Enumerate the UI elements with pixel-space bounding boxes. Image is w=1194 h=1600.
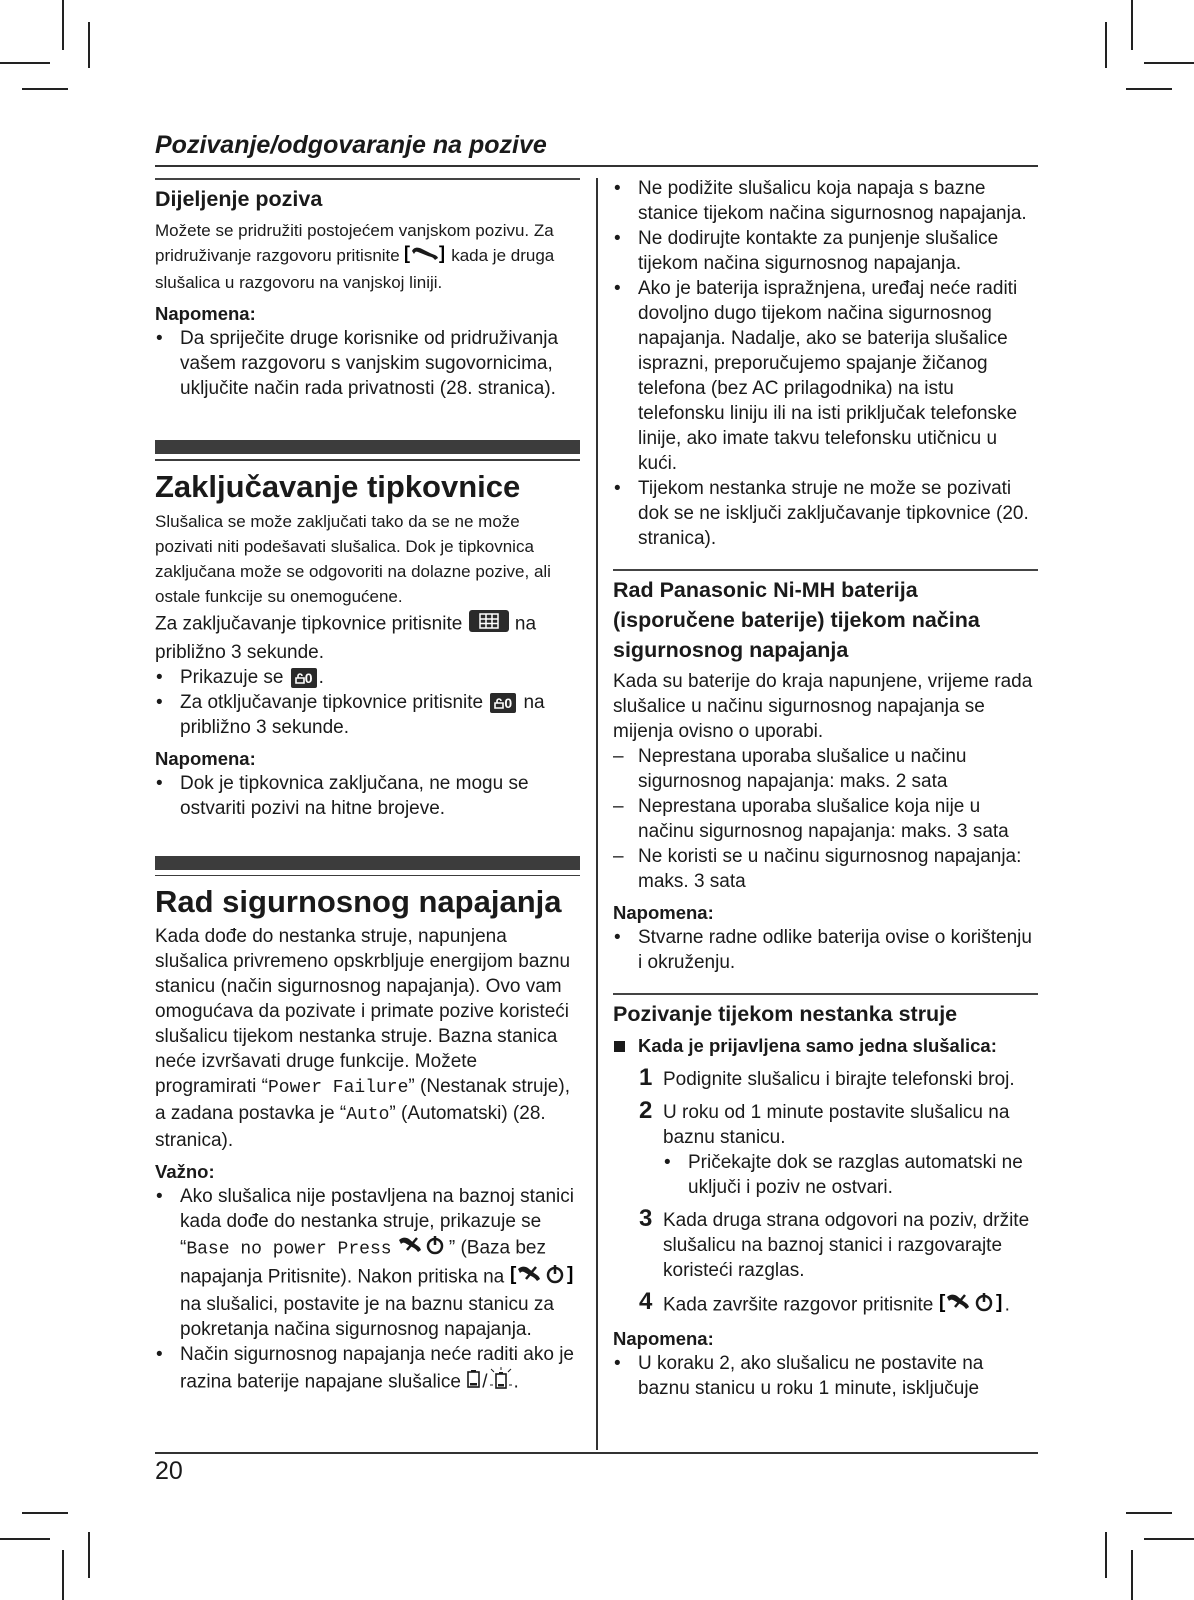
crop-mark: [1131, 0, 1133, 50]
list-item-text-end: .: [318, 666, 324, 688]
crop-mark: [62, 0, 64, 50]
battery-paragraph: Kada su baterije do kraja napunjene, vrijeme rada slušalice u načinu sigurnosnog napajanja se mijenja ovisno o uporabi.: [613, 671, 1033, 742]
lock-key-label: 0: [304, 669, 313, 686]
off-power-key-icon: [397, 1234, 449, 1263]
section-title-backup-power: Rad sigurnosnog napajanja: [155, 884, 562, 920]
battery-flashing-icon: [488, 1367, 514, 1398]
battery-low-icon: [466, 1369, 482, 1396]
list-item-text-end: na približno 3 sekunde.: [180, 691, 545, 738]
step-text: Podignite slušalicu i birajte telefonski broj.: [663, 1069, 1015, 1090]
crop-mark: [22, 1512, 68, 1514]
list-item: – Ne koristi se u načinu sigurnosnog napajanja: maks. 3 sata: [613, 844, 1038, 894]
step-text: Kada završite razgovor pritisnite: [663, 1294, 934, 1316]
crop-mark: [1105, 1532, 1107, 1578]
list-item: • Pričekajte dok se razglas automatski ne uključi i poziv ne ostvari.: [663, 1150, 1038, 1200]
backup-text: Kada dođe do nestanka struje, napunjena slušalica privremeno opskrbljuje energijom baznu stanicu (način sigurnosnog napajanja). Ovo vam omogućava da pozivate i primate pozive koristeći slušalicu tijekom nestanka struje. Bazna stanica neće izvršavati druge funkcije. Možete programirati “: [155, 926, 571, 1098]
svg-text:[: [: [509, 1264, 516, 1286]
step-number: 3: [639, 1205, 653, 1232]
crop-mark: [1126, 88, 1172, 90]
step-text: Kada druga strana odgovori na poziv, držite slušalicu na baznoj stanici i razgovarajte koristeći razglas.: [663, 1210, 1030, 1281]
lock-key-icon: [490, 693, 516, 713]
keylock-instruction: [155, 609, 580, 665]
section-bar: [155, 440, 580, 454]
crop-mark: [1144, 62, 1194, 64]
step-2: [613, 1097, 1038, 1200]
important-label: Važno:: [155, 1161, 215, 1183]
step-3: [613, 1205, 1038, 1283]
step-text-end: .: [1004, 1294, 1010, 1316]
display-text-auto: Auto: [346, 1105, 390, 1126]
list-item-text-end: na slušalici, postavite je na baznu stanicu za pokretanja načina sigurnosnog napajanja.: [180, 1294, 554, 1341]
list-item: • Ne podižite slušalicu koja napaja s bazne stanice tijekom načina sigurnosnog napajanja.: [613, 176, 1038, 226]
crop-mark: [1126, 1512, 1172, 1514]
lock-key-icon: [291, 668, 317, 688]
lock-key-label: 0: [504, 694, 513, 711]
section-heading-outage-calls: Pozivanje tijekom nestanka struje: [613, 993, 1038, 1029]
crop-mark: [22, 88, 68, 90]
list-item: • Stvarne radne odlike baterija ovise o korištenju i okruženju.: [613, 925, 1038, 975]
call-share-text: Možete se pridružiti postojećem vanjskom pozivu. Za pridruživanje razgovoru pritisnite: [155, 221, 554, 265]
note-label: Napomena:: [613, 902, 714, 923]
backup-text-end: ” (Automatski) (28. stranica).: [155, 1103, 546, 1152]
step-number: 4: [639, 1288, 653, 1315]
section-divider: [155, 856, 580, 877]
crop-mark: [0, 1538, 50, 1540]
off-power-key-icon: [939, 1291, 1005, 1320]
crop-mark: [1144, 1538, 1194, 1540]
step-number: 2: [639, 1097, 653, 1124]
subsection-heading: [613, 1033, 1038, 1059]
svg-text:]: ]: [566, 1264, 573, 1286]
note-list: [155, 326, 580, 401]
svg-text:[: [: [938, 1292, 945, 1313]
svg-text:]: ]: [439, 243, 446, 264]
square-bullet-icon: [614, 1041, 625, 1052]
crop-mark: [62, 1550, 64, 1600]
list-item: • Da spriječite druge korisnike od pridruživanja vašem razgovoru s vanjskim sugovornicima, uključite način rada privatnosti (28. stranica).: [155, 326, 580, 401]
subsection-heading-text: Kada je prijavljena samo jedna slušalica:: [638, 1035, 997, 1056]
backup-text-middle: ” (Nestanak struje), a zadana postavka je “: [155, 1076, 570, 1125]
keylock-instruction-text-end: na približno 3 sekunde.: [155, 613, 537, 663]
list-item: • Ne dodirujte kontakte za punjenje slušalice tijekom načina sigurnosnog napajanja.: [613, 226, 1038, 276]
crop-mark: [1105, 22, 1107, 68]
important-list: [155, 1184, 580, 1398]
section-title-keylock: Zaključavanje tipkovnice: [155, 468, 521, 504]
step-4: [613, 1288, 1038, 1320]
section-heading-battery: Rad Panasonic Ni-MH baterija (isporučene baterije) tijekom načina sigurnosnog napajanja: [613, 569, 1038, 665]
list-item-text: Za otključavanje tipkovnice pritisnite: [180, 691, 484, 713]
list-item: [155, 690, 580, 740]
list-item: [155, 1342, 580, 1398]
crop-mark: [1131, 1550, 1133, 1600]
call-share-paragraph: [155, 218, 580, 295]
list-item-text: Ako slušalica nije postavljena na baznoj stanici kada dođe do nestanka struje, prikazuje se “: [180, 1186, 574, 1259]
backup-continued-list: [613, 176, 1038, 551]
section-divider: [155, 440, 580, 461]
call-share-text-end: kada je druga slušalica u razgovoru na vanjskoj liniji.: [155, 246, 555, 293]
backup-paragraph: [155, 924, 580, 1153]
note-label: Napomena:: [155, 747, 256, 769]
column-divider: [596, 178, 598, 1450]
keylock-instruction-text: Za zaključavanje tipkovnice pritisnite: [155, 613, 463, 635]
list-item: [155, 665, 580, 690]
section-bar: [155, 856, 580, 870]
list-item: • Ako je baterija ispražnjena, uređaj neće raditi dovoljno dugo tijekom načina sigurnosnog napajanja. Nadalje, ako se baterija slušalice isprazni, preporučujemo spajanje žičanog telefona (bez AC prilagodnika) na istu telefonsku liniju ili na isti priključak telefonske linije, ako imate takvu telefonsku utičnicu u kući.: [613, 276, 1038, 476]
list-item-text-middle: ” (Baza bez napajanja Pritisnite). Nakon pritiska na: [180, 1237, 546, 1288]
page-number: 20: [155, 1457, 183, 1485]
list-item: • U koraku 2, ako slušalicu ne postavite na baznu stanicu u roku 1 minute, isključuje: [613, 1351, 1038, 1401]
display-text-base-no-power: Base no power Press: [186, 1239, 392, 1260]
note-list: [613, 925, 1038, 975]
note-list: [155, 771, 580, 821]
footer-rule: [155, 1452, 1038, 1454]
talk-key-icon: [404, 243, 446, 270]
crop-mark: [88, 22, 90, 68]
list-item-text: Prikazuje se: [180, 666, 284, 688]
list-item: • Dok je tipkovnica zaključana, ne mogu se ostvariti pozivi na hitne brojeve.: [155, 771, 580, 821]
off-power-key-icon: [510, 1263, 576, 1292]
keylock-paragraph: Slušalica se može zaključati tako da se ne može pozivati niti podešavati slušalica. Dok je tipkovnica zaključana može se odgovoriti na dolazne pozive, ali ostale funkcije su onemogućene.: [155, 511, 551, 606]
menu-key-icon: [468, 609, 510, 640]
right-column: [613, 176, 1038, 1401]
crop-mark: [88, 1532, 90, 1578]
icon-separator: /: [482, 1371, 488, 1393]
list-item-text-end: .: [513, 1371, 519, 1393]
svg-text:]: ]: [995, 1292, 1002, 1313]
battery-dash-list: [613, 744, 1038, 894]
list-item: – Neprestana uporaba slušalice u načinu sigurnosnog napajanja: maks. 2 sata: [613, 744, 1038, 794]
note-list: [613, 1351, 1038, 1401]
section-bar-line: [155, 875, 580, 877]
display-text-power-failure: Power Failure: [267, 1078, 409, 1099]
step-text: U roku od 1 minute postavite slušalicu na baznu stanicu.: [663, 1102, 1010, 1148]
crop-mark: [0, 62, 50, 64]
step-1: [613, 1064, 1038, 1092]
keylock-list: [155, 665, 580, 740]
step-number: 1: [639, 1064, 653, 1091]
svg-text:[: [: [404, 243, 411, 264]
section-heading-call-share: Dijeljenje poziva: [155, 178, 580, 214]
list-item-text: Način sigurnosnog napajanja neće raditi ako je razina baterije napajane slušalice: [180, 1344, 574, 1393]
page-header: Pozivanje/odgovaranje na pozive: [155, 131, 1038, 167]
list-item: [155, 1184, 580, 1342]
list-item: – Neprestana uporaba slušalice koja nije u načinu sigurnosnog napajanja: maks. 3 sata: [613, 794, 1038, 844]
left-column: [155, 178, 580, 1398]
note-label: Napomena:: [155, 303, 256, 325]
note-label: Napomena:: [613, 1328, 714, 1349]
list-item: • Tijekom nestanka struje ne može se pozivati dok se ne isključi zaključavanje tipkovnice (20. stranica).: [613, 476, 1038, 551]
section-bar-line: [155, 459, 580, 461]
step-2-list: [663, 1150, 1038, 1200]
